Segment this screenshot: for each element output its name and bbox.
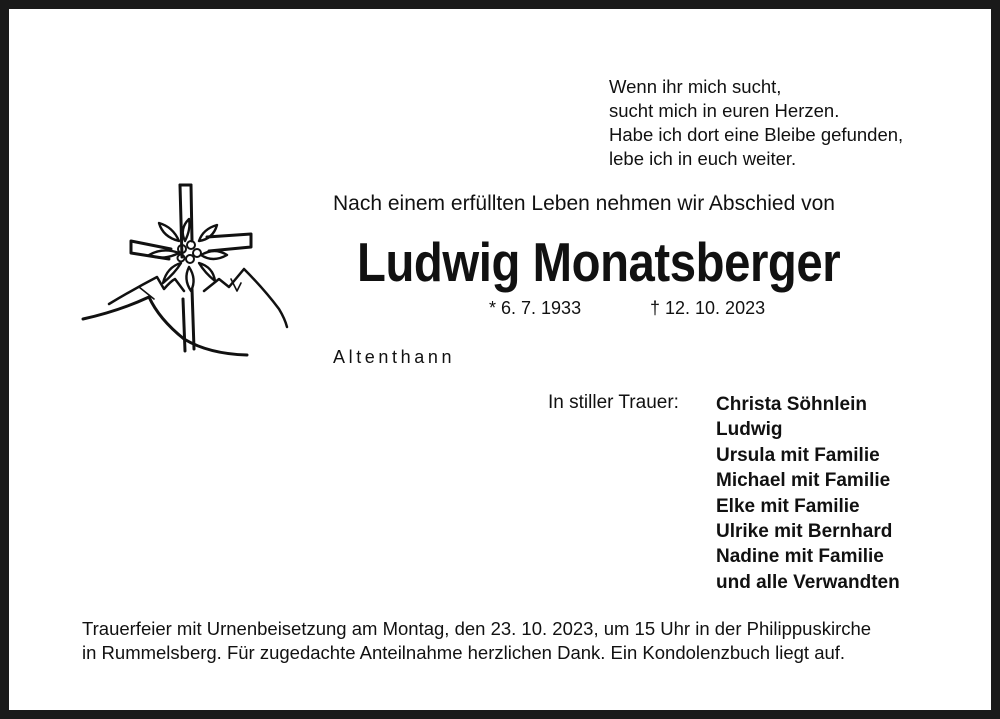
mourner-name: und alle Verwandten — [716, 571, 900, 593]
poem-line: lebe ich in euch weiter. — [609, 148, 797, 169]
mourning-label: In stiller Trauer: — [548, 392, 679, 413]
birth-date: * 6. 7. 1933 — [489, 298, 582, 318]
funeral-notice-line: Trauerfeier mit Urnenbeisetzung am Montag, den 23. 10. 2023, um 15 Uhr in der Philippuskirche — [82, 618, 872, 639]
mourner-name: Nadine mit Familie — [716, 546, 884, 568]
funeral-notice — [82, 617, 871, 665]
mourner-name: Ulrike mit Bernhard — [716, 521, 893, 543]
mourner-name: Ludwig — [716, 419, 783, 441]
mourners-list — [716, 392, 900, 595]
poem-line: Wenn ihr mich sucht, — [609, 76, 782, 97]
obituary-card — [9, 9, 991, 710]
death-date: † 12. 10. 2023 — [650, 298, 766, 318]
mourner-name: Christa Söhnlein — [716, 394, 867, 415]
intro-text: Nach einem erfüllten Leben nehmen wir Abschied von — [333, 192, 835, 215]
mourner-name: Elke mit Familie — [716, 495, 860, 517]
funeral-notice-line: in Rummelsberg. Für zugedachte Anteilnahme herzlichen Dank. Ein Kondolenzbuch liegt auf. — [82, 642, 846, 663]
poem — [609, 75, 903, 171]
mourner-name: Ursula mit Familie — [716, 444, 880, 466]
mourner-name: Michael mit Familie — [716, 470, 891, 492]
poem-line: Habe ich dort eine Bleibe gefunden, — [609, 124, 904, 145]
hometown: Altenthann — [333, 347, 456, 367]
cross-edelweiss-mountains-icon — [79, 179, 299, 374]
deceased-name: Ludwig Monatsberger — [357, 231, 841, 293]
poem-line: sucht mich in euren Herzen. — [609, 100, 840, 121]
